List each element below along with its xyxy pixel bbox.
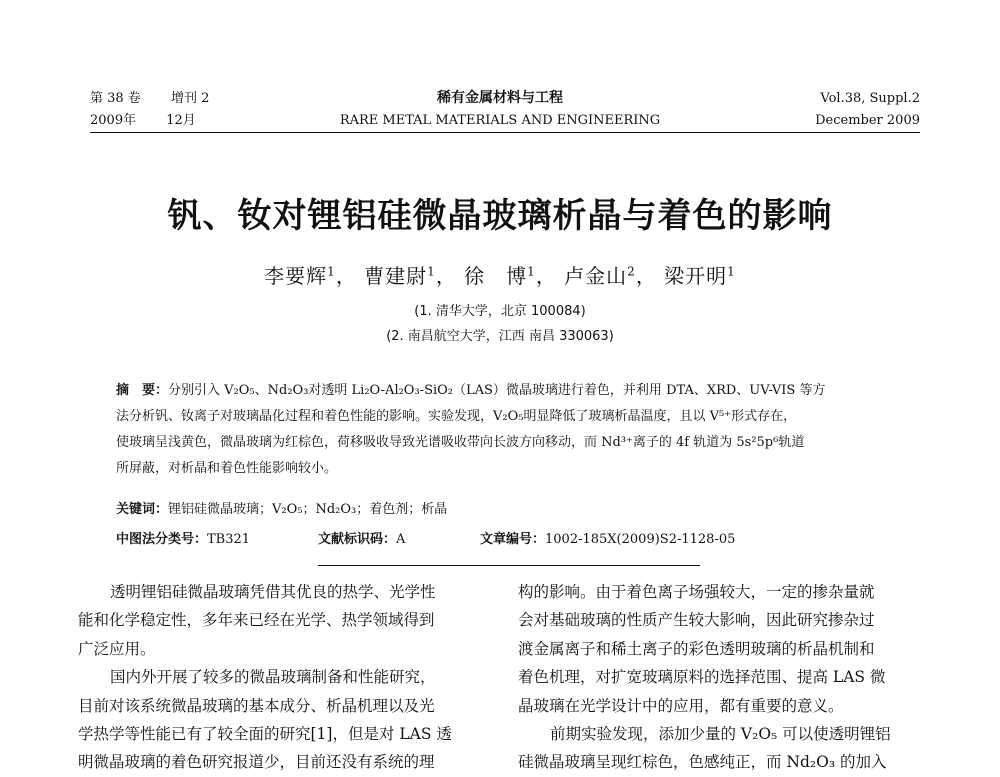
clc-number: 中图法分类号：TB321	[116, 532, 251, 547]
body-right-line-1: 构的影响。由于着色离子场强较大，一定的掺杂量就	[518, 583, 875, 601]
body-left-line-5: 目前对该系统微晶玻璃的基本成分、析晶机理以及光	[78, 696, 435, 715]
keywords	[116, 498, 447, 517]
keywords-label: 关键词：	[116, 502, 169, 517]
header-date-en: December 2009	[815, 113, 920, 128]
affiliation-1: (1. 清华大学，北京 100084)	[414, 304, 586, 319]
body-right-line-2: 会对基础玻璃的性质产生较大影响，因此研究掺杂过	[518, 611, 875, 630]
author-1: 李要辉$^1$	[264, 264, 336, 288]
keywords-text: 锂铝硅微晶玻璃；V₂O₅；Nd₂O₃；着色剂；析晶	[168, 502, 448, 517]
header-month: 12月	[166, 113, 196, 128]
author-5: 梁开明$^1$	[664, 264, 736, 288]
body-left-line-3: 广泛应用。	[78, 639, 156, 658]
header-supplement: 增刊 2	[170, 91, 210, 106]
body-column-left	[78, 578, 488, 777]
abstract-line-2: 法分析钒、钕离子对玻璃晶化过程和着色性能的影响。实验发现，V₂O₅明显降低了玻璃析晶温度，且以 V⁵⁺形式存在，	[116, 409, 797, 424]
journal-title-cn: 稀有金属材料与工程	[437, 90, 563, 106]
affiliation-2: (2. 南昌航空大学，江西 南昌 330063)	[386, 329, 614, 344]
body-column-right	[518, 578, 928, 777]
header-rule	[90, 132, 920, 133]
body-left-line-2: 能和化学稳定性，多年来已经在光学、热学领域得到	[78, 611, 435, 630]
paper-title: 钒、钕对锂铝硅微晶玻璃析晶与着色的影响	[167, 196, 833, 236]
header-year: 2009年	[90, 113, 137, 128]
abstract-line-3: 使玻璃呈浅黄色，微晶玻璃为红棕色，荷移吸收导致光谱吸收带向长波方向移动，而 Nd³⁺离子的 4f 轨道为 5s²5p⁶轨道	[116, 435, 805, 450]
abstract-label: 摘 要：	[116, 383, 169, 398]
author-4: 卢金山$^2$	[564, 264, 636, 288]
abstract-line-1: 摘 要：分别引入 V₂O₅、Nd₂O₃对透明 Li₂O-Al₂O₃-SiO₂（LAS）微晶玻璃进行着色，并利用 DTA、XRD、UV-VIS 等方	[116, 383, 826, 398]
body-right-line-3: 渡金属离子和稀土离子的彩色透明玻璃的析晶机制和	[518, 639, 875, 658]
abstract-separator	[318, 565, 700, 566]
journal-title-en: RARE METAL MATERIALS AND ENGINEERING	[339, 113, 661, 128]
abstract-line-4: 所屏蔽，对析晶和着色性能影响较小。	[116, 461, 338, 476]
header-volume-en: Vol.38, Suppl.2	[820, 91, 920, 106]
document-code: 文献标识码：A	[318, 532, 406, 547]
body-left-line-1: 透明锂铝硅微晶玻璃凭借其优良的热学、光学性	[110, 583, 436, 601]
body-right-line-4: 着色机理，对扩宽玻璃原料的选择范围、提高 LAS 微	[518, 668, 886, 687]
author-2: 曹建尉$^1$	[364, 264, 436, 288]
body-left-line-6: 学热学等性能已有了较全面的研究[1]，但是对 LAS 透	[78, 725, 452, 744]
author-list: 李要辉$^1$， 曹建尉$^1$， 徐 博$^1$， 卢金山$^2$， 梁开明$^1$	[264, 264, 736, 288]
author-3: 徐 博$^1$	[464, 264, 536, 288]
body-right-line-5: 晶玻璃在光学设计中的应用，都有重要的意义。	[518, 696, 844, 715]
body-left-line-4: 国内外开展了较多的微晶玻璃制备和性能研究，	[110, 668, 436, 687]
body-right-line-7: 硅微晶玻璃呈现红棕色，色感纯正，而 Nd₂O₃ 的加入	[518, 753, 887, 772]
abstract	[116, 378, 825, 482]
header-volume-number: 第 38 卷	[90, 91, 141, 106]
body-left-line-7: 明微晶玻璃的着色研究报道少，目前还没有系统的理	[78, 753, 435, 772]
body-right-line-6: 前期实验发现，添加少量的 V₂O₅ 可以使透明锂铝	[550, 725, 891, 744]
article-number: 文章编号：1002-185X(2009)S2-1128-05	[480, 532, 736, 547]
